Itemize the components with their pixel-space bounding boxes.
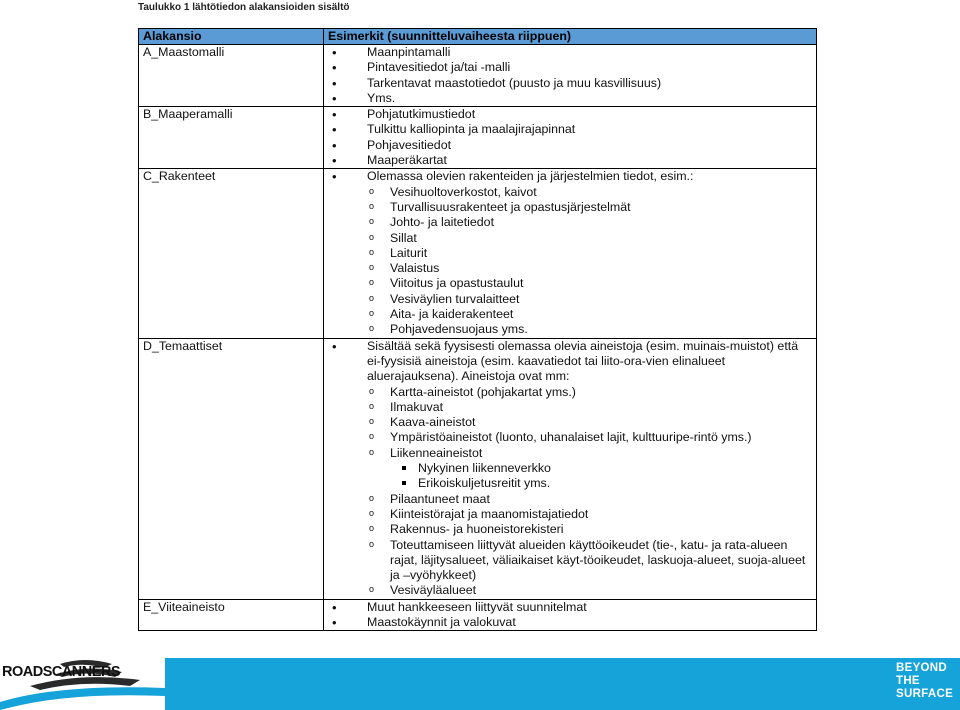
sub-list-item: o Vesiväylien turvalaitteet	[328, 292, 812, 307]
sub-list-item: o Ilmakuvat	[328, 400, 812, 415]
subsub-list-item: Nykyinen liikenneverkko	[328, 461, 812, 476]
sub-list-item: o Rakennus- ja huoneistorekisteri	[328, 522, 812, 537]
table-row	[139, 338, 817, 599]
sub-list-item: o Sillat	[328, 231, 812, 246]
slogan-line: THE	[896, 675, 920, 687]
list-item: • Maaperäkartat	[328, 153, 812, 168]
sub-list-item: o Vesiväyläalueet	[328, 583, 812, 598]
slogan-line: BEYOND	[896, 662, 948, 674]
logo-text: ROADSCANNERS	[2, 664, 121, 680]
sub-list-item: o Toteuttamiseen liittyvät alueiden käyttöoikeudet (tie-, katu- ja rata-alueen rajat, läjitysalueet, väliaikaiset käyt-töoikeudet, laskuoja-alueet, suoja-alueet ja –vyöhykkeet)	[328, 538, 812, 584]
sub-list-item: o Aita- ja kaiderakenteet	[328, 307, 812, 322]
sub-list-item: o Kartta-aineistot (pohjakartat yms.)	[328, 385, 812, 400]
row-content	[324, 599, 817, 631]
table-header-row	[139, 29, 817, 45]
row-label: B_Maaperamalli	[139, 107, 324, 169]
row-label: C_Rakenteet	[139, 169, 324, 338]
list-item	[328, 339, 812, 599]
list-item: • Yms.	[328, 91, 812, 106]
list-item: • Pohjatutkimustiedot	[328, 107, 812, 122]
slogan-line: SURFACE	[896, 688, 954, 700]
sub-list-item: o Valaistus	[328, 261, 812, 276]
table-caption: Taulukko 1 lähtötiedon alakansioiden sisältö	[138, 2, 350, 13]
list-item: • Pintavesitiedot ja/tai -malli	[328, 60, 812, 75]
row-content	[324, 45, 817, 107]
sub-list-item: o Kiinteistörajat ja maanomistajatiedot	[328, 507, 812, 522]
sub-list-item: o Laiturit	[328, 246, 812, 261]
column-header-alakansio: Alakansio	[139, 29, 324, 45]
table-row	[139, 169, 817, 338]
row-label: D_Temaattiset	[139, 338, 324, 599]
list-item: • Maastokäynnit ja valokuvat	[328, 615, 812, 630]
table-row	[139, 107, 817, 169]
list-item-text: Sisältää sekä fyysisesti olemassa olevia aineistoja (esim. muinais-muistot) että ei-fyysisiä aineistoja (esim. kaavatiedot tai liito-ora-vien elinalueet aluerajauksena). Aineistoja ovat mm:	[367, 338, 799, 384]
table-row	[139, 45, 817, 107]
row-label: E_Viiteaineisto	[139, 599, 324, 631]
sub-list-item-text: Liikenneaineistot	[390, 445, 483, 460]
sub-list-item: o Vesihuoltoverkostot, kaivot	[328, 185, 812, 200]
footer-band	[110, 658, 960, 710]
list-item: • Tarkentavat maastotiedot (puusto ja muu kasvillisuus)	[328, 76, 812, 91]
row-content	[324, 169, 817, 338]
list-item-text: Olemassa olevien rakenteiden ja järjestelmien tiedot, esim.:	[367, 169, 694, 184]
list-item: • Muut hankkeeseen liittyvät suunnitelmat	[328, 600, 812, 615]
sub-list-item: o Viitoitus ja opastustaulut	[328, 276, 812, 291]
table-row	[139, 599, 817, 631]
row-label: A_Maastomalli	[139, 45, 324, 107]
sub-list-item: o Pohjavedensuojaus yms.	[328, 322, 812, 337]
slogan	[896, 662, 953, 701]
list-item: • Maanpintamalli	[328, 45, 812, 60]
sub-list-item: o Turvallisuusrakenteet ja opastusjärjestelmät	[328, 200, 812, 215]
sub-list-item: o Johto- ja laitetiedot	[328, 215, 812, 230]
column-header-esimerkit: Esimerkit (suunnitteluvaiheesta riippuen)	[324, 29, 817, 45]
sub-list-item: o Ympäristöaineistot (luonto, uhanalaiset lajit, kulttuuripe-rintö yms.)	[328, 430, 812, 445]
content-table	[138, 28, 817, 631]
sub-list-item: o Kaava-aineistot	[328, 415, 812, 430]
list-item: • Tulkittu kalliopinta ja maalajirajapinnat	[328, 122, 812, 137]
subsub-list-item: Erikoiskuljetusreitit yms.	[328, 476, 812, 491]
row-content	[324, 107, 817, 169]
list-item: • Pohjavesitiedot	[328, 138, 812, 153]
list-item	[328, 169, 812, 337]
sub-list-item: o Pilaantuneet maat	[328, 492, 812, 507]
sub-list-item	[328, 446, 812, 492]
row-content	[324, 338, 817, 599]
